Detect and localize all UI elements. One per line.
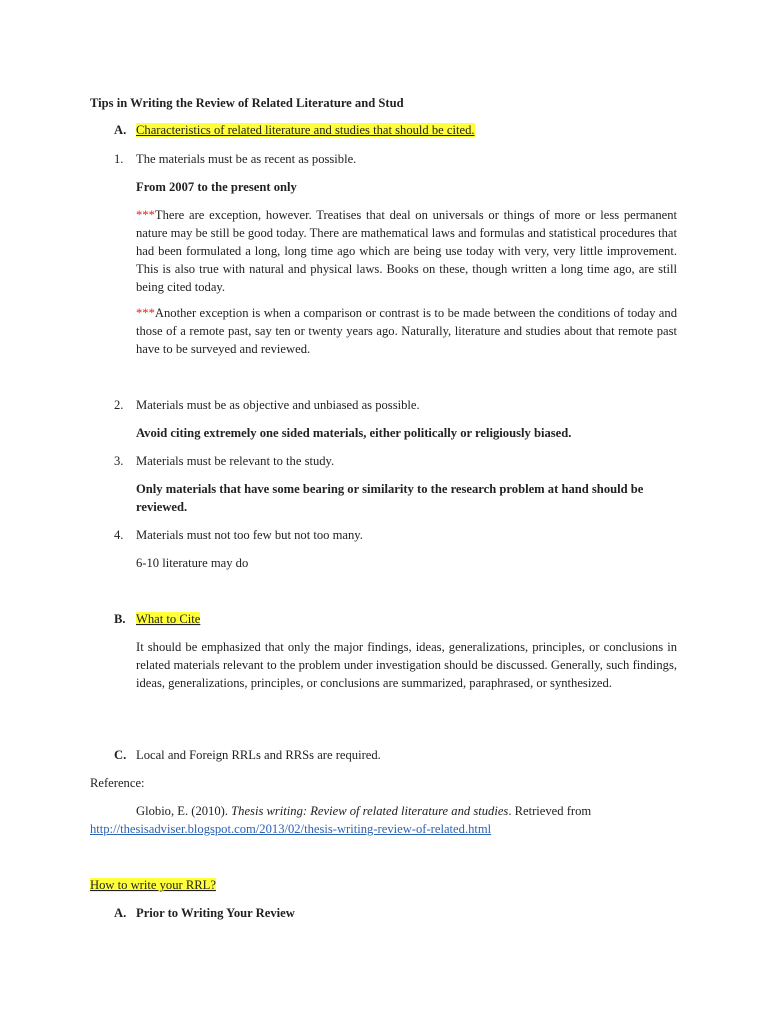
section-a2-heading: Prior to Writing Your Review bbox=[136, 906, 295, 920]
item-3-text: Materials must be relevant to the study. bbox=[136, 454, 335, 468]
item-1-number: 1. bbox=[114, 152, 124, 166]
section-b-heading-text: What to Cite bbox=[136, 612, 201, 626]
reference-label: Reference: bbox=[90, 776, 145, 790]
item-2-bold-note: Avoid citing extremely one sided materials, either politically or religiously biased. bbox=[136, 426, 572, 440]
section-a-label: A. bbox=[114, 123, 127, 137]
exception-1-text: There are exception, however. Treatises that deal on universals or things of more or less permanent nature may be still be good today. There are mathematical laws and formulas and statistical procedures that had been formulated a long, long time ago which are being use today with very, very little improvement. This is also true with natural and physical laws. Books on these, though written a long time ago, are still being cited today. bbox=[136, 208, 677, 294]
section-c-label: C. bbox=[114, 748, 127, 762]
section-b-heading bbox=[136, 610, 200, 628]
reference-suffix: . Retrieved from bbox=[508, 804, 592, 818]
section-b-paragraph: It should be emphasized that only the major findings, ideas, generalizations, principles, or conclusions in related materials relevant to the problem under investigation should be discussed. Generally, such findings, ideas, generalizations, principles, or conclusions are summarized, paraphrased, or synthesized. bbox=[136, 640, 677, 690]
section-b-label: B. bbox=[114, 612, 126, 626]
reference-url-link[interactable]: http://thesisadviser.blogspot.com/2013/02/thesis-writing-review-of-related.html bbox=[90, 822, 492, 836]
reference-entry bbox=[90, 802, 677, 820]
section-a-heading-text: Characteristics of related literature and studies that should be cited. bbox=[136, 123, 475, 137]
item-4-note: 6-10 literature may do bbox=[136, 556, 249, 570]
item-4-number: 4. bbox=[114, 528, 124, 542]
item-1-exception-2 bbox=[136, 304, 677, 358]
item-3-bold-note: Only materials that have some bearing or similarity to the research problem at hand should be reviewed. bbox=[136, 482, 644, 514]
item-1-text: The materials must be as recent as possible. bbox=[136, 152, 357, 166]
rrl-heading-text: How to write your RRL? bbox=[90, 878, 216, 892]
section-c-text: Local and Foreign RRLs and RRSs are required. bbox=[136, 748, 381, 762]
reference-link-row bbox=[90, 820, 491, 838]
document-title: Tips in Writing the Review of Related Literature and Stud bbox=[90, 96, 404, 110]
item-2-text: Materials must be as objective and unbiased as possible. bbox=[136, 398, 420, 412]
item-1-bold-note: From 2007 to the present only bbox=[136, 180, 297, 194]
reference-work-title: Thesis writing: Review of related literature and studies bbox=[231, 804, 509, 818]
exception-2-text: Another exception is when a comparison or contrast is to be made between the conditions of today and those of a remote past, say ten or twenty years ago. Naturally, literature and studies about that remote past have to be surveyed and reviewed. bbox=[136, 306, 677, 356]
asterisks-marker: *** bbox=[136, 208, 155, 222]
reference-author: Globio, E. (2010). bbox=[136, 804, 232, 818]
rrl-heading bbox=[90, 876, 216, 894]
item-4-text: Materials must not too few but not too many. bbox=[136, 528, 363, 542]
item-1-exception-1 bbox=[136, 206, 677, 296]
item-2-number: 2. bbox=[114, 398, 124, 412]
section-a-heading bbox=[136, 121, 475, 139]
item-3-number: 3. bbox=[114, 454, 124, 468]
asterisks-marker: *** bbox=[136, 306, 155, 320]
section-a2-label: A. bbox=[114, 906, 127, 920]
